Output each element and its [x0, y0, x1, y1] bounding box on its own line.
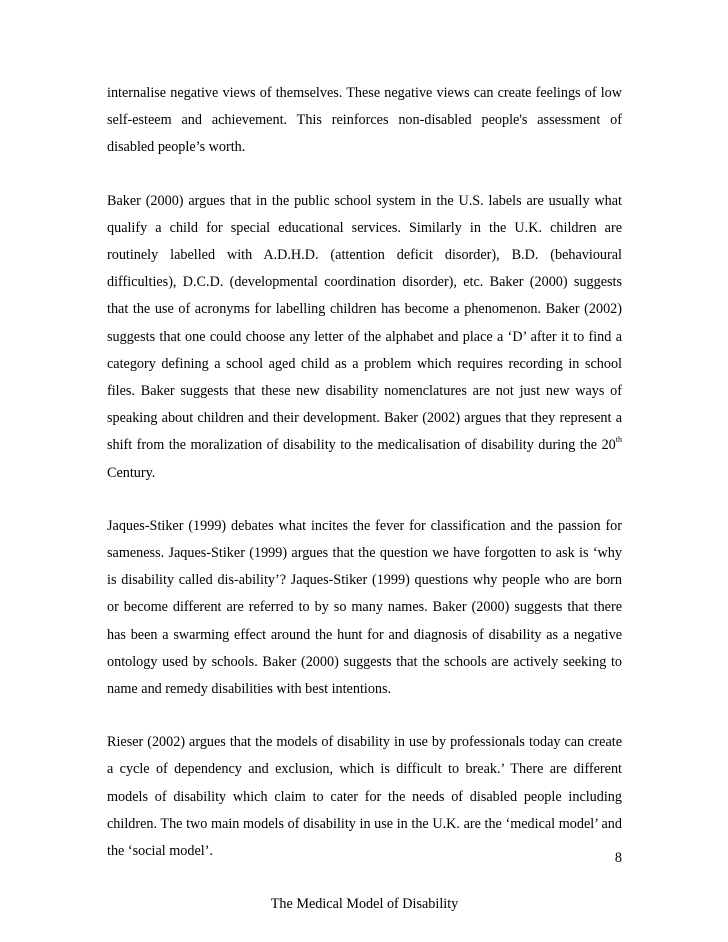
document-page — [107, 80, 622, 918]
paragraph-2 — [107, 188, 622, 487]
paragraph-2-text: Baker (2000) argues that in the public school system in the U.S. labels are usually what qualify a child for special educational services. Similarly in the U.K. children are routinely labelled with A.D.H.D. (attention deficit disorder), B.D. (behavioural difficulties), D.C.D. (developmental coordination disorder), etc. Baker (2000) suggests that the use of acronyms for labelling children has become a phenomenon. Baker (2002) suggests that one could choose any letter of the alphabet and place a ‘D’ after it to find a category defining a school aged child as a problem which requires recording in school files. Baker suggests that these new disability nomenclatures are not just new ways of speaking about children and their development. Baker (2002) argues that they represent a shift from the moralization of disability to the medicalisation of disability during the 20 — [107, 192, 622, 454]
paragraph-3-text: Jaques-Stiker (1999) debates what incites the fever for classification and the passion for sameness. Jaques-Stiker (1999) argues that the question we have forgotten to ask is ‘why is disability called dis-ability’? Jaques-Stiker (1999) questions why people who are born or become different are referred to by so many names. Baker (2000) suggests that there has been a swarming effect around the hunt for and diagnosis of disability as a negative ontology used by schools. Baker (2000) suggests that the schools are actively seeking to name and remedy disabilities with best intentions. — [107, 517, 622, 698]
ordinal-superscript: th — [615, 435, 622, 445]
paragraph-1-text: internalise negative views of themselves. These negative views can create feelings of low self-esteem and achievement. This reinforces non-disabled people's assessment of disabled people’s worth. — [107, 85, 622, 156]
paragraph-1 — [107, 80, 622, 162]
paragraph-4-text: Rieser (2002) argues that the models of disability in use by professionals today can create a cycle of dependency and exclusion, which is difficult to break.’ There are different models of disability which claim to cater for the needs of disabled people including children. The two main models of disability in use in the U.K. are the ‘medical model’ and the ‘social model’. — [107, 734, 622, 860]
paragraph-3 — [107, 513, 622, 703]
paragraph-2-tail: Century. — [107, 464, 156, 481]
section-heading: The Medical Model of Disability — [270, 896, 459, 913]
page-number: 8 — [614, 850, 622, 866]
paragraph-4 — [107, 729, 622, 865]
